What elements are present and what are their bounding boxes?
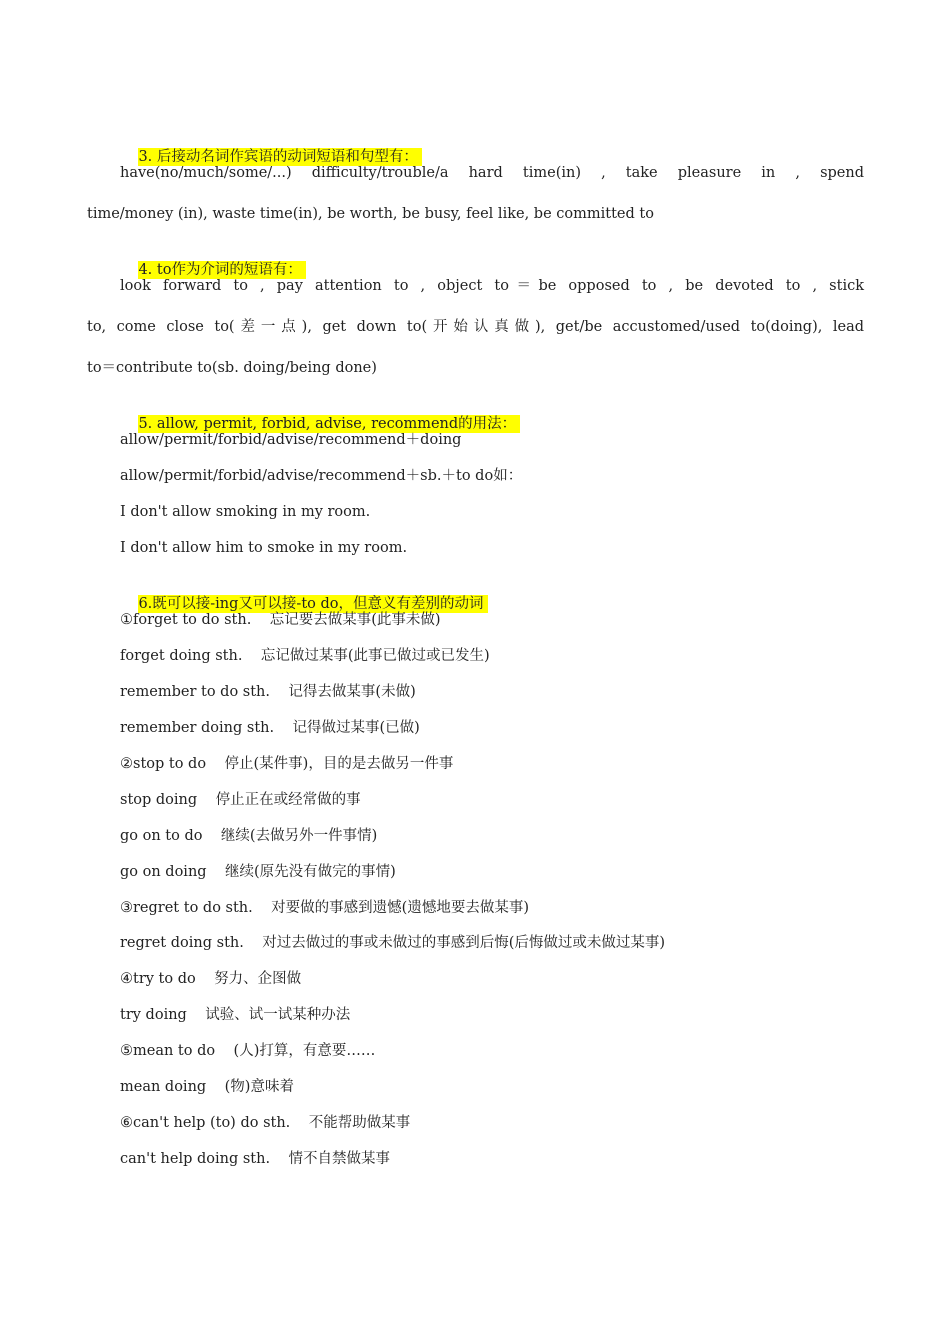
list-item: mean doing (物)意味着 <box>120 1079 294 1095</box>
list-item: forget doing sth. 忘记做过某事(此事已做过或已发生) <box>120 648 490 664</box>
section-4-line-3: to＝contribute to(sb. doing/being done) <box>87 360 377 376</box>
list-item: try doing 试验、试一试某种办法 <box>120 1007 351 1023</box>
list-item: remember doing sth. 记得做过某事(已做) <box>120 720 420 736</box>
section-3-line-1: have(no/much/some/...) difficulty/trouble/a hard time(in) , take pleasure in , spend <box>120 165 864 181</box>
list-item: ④try to do 努力、企图做 <box>120 971 302 987</box>
section-4-line-1: look forward to , pay attention to , object to＝be opposed to , be devoted to , stick <box>120 278 864 294</box>
list-item: go on doing 继续(原先没有做完的事情) <box>120 864 396 880</box>
list-item: can't help doing sth. 情不自禁做某事 <box>120 1151 391 1167</box>
section-4-heading-text: 4. to作为介词的短语有： <box>138 261 306 279</box>
section-5-heading-text: 5. allow, permit, forbid, advise, recommend的用法： <box>138 415 520 433</box>
list-item: go on to do 继续(去做另外一件事情) <box>120 828 378 844</box>
list-item: ⑥can't help (to) do sth. 不能帮助做某事 <box>120 1115 411 1131</box>
section-5-line-2: allow/permit/forbid/advise/recommend＋sb.＋to do如： <box>120 468 523 484</box>
section-5-line-1: allow/permit/forbid/advise/recommend＋doing <box>120 432 462 448</box>
list-item: ②stop to do 停止(某件事)，目的是去做另一件事 <box>120 756 454 772</box>
list-item: remember to do sth. 记得去做某事(未做) <box>120 684 416 700</box>
section-5-example-2: I don't allow him to smoke in my room. <box>120 540 408 556</box>
section-3-line-2: time/money (in), waste time(in), be worth, be busy, feel like, be committed to <box>87 206 654 222</box>
list-item: ③regret to do sth. 对要做的事感到遗憾(遗憾地要去做某事) <box>120 900 529 916</box>
list-item: ⑤mean to do (人)打算，有意要…… <box>120 1043 376 1059</box>
list-item: regret doing sth. 对过去做过的事或未做过的事感到后悔(后悔做过或未做过某事) <box>120 935 666 951</box>
section-4-line-2: to, come close to(差一点), get down to(开始认真做), get/be accustomed/used to(doing), lead <box>87 319 864 335</box>
list-item: stop doing 停止正在或经常做的事 <box>120 792 361 808</box>
section-5-example-1: I don't allow smoking in my room. <box>120 504 371 520</box>
list-item: ①forget to do sth. 忘记要去做某事(此事未做) <box>120 612 441 628</box>
section-3-heading-text: 3. 后接动名词作宾语的动词短语和句型有： <box>138 148 421 166</box>
section-6-heading-text: 6.既可以接-ing又可以接-to do，但意义有差别的动词 <box>138 595 487 613</box>
